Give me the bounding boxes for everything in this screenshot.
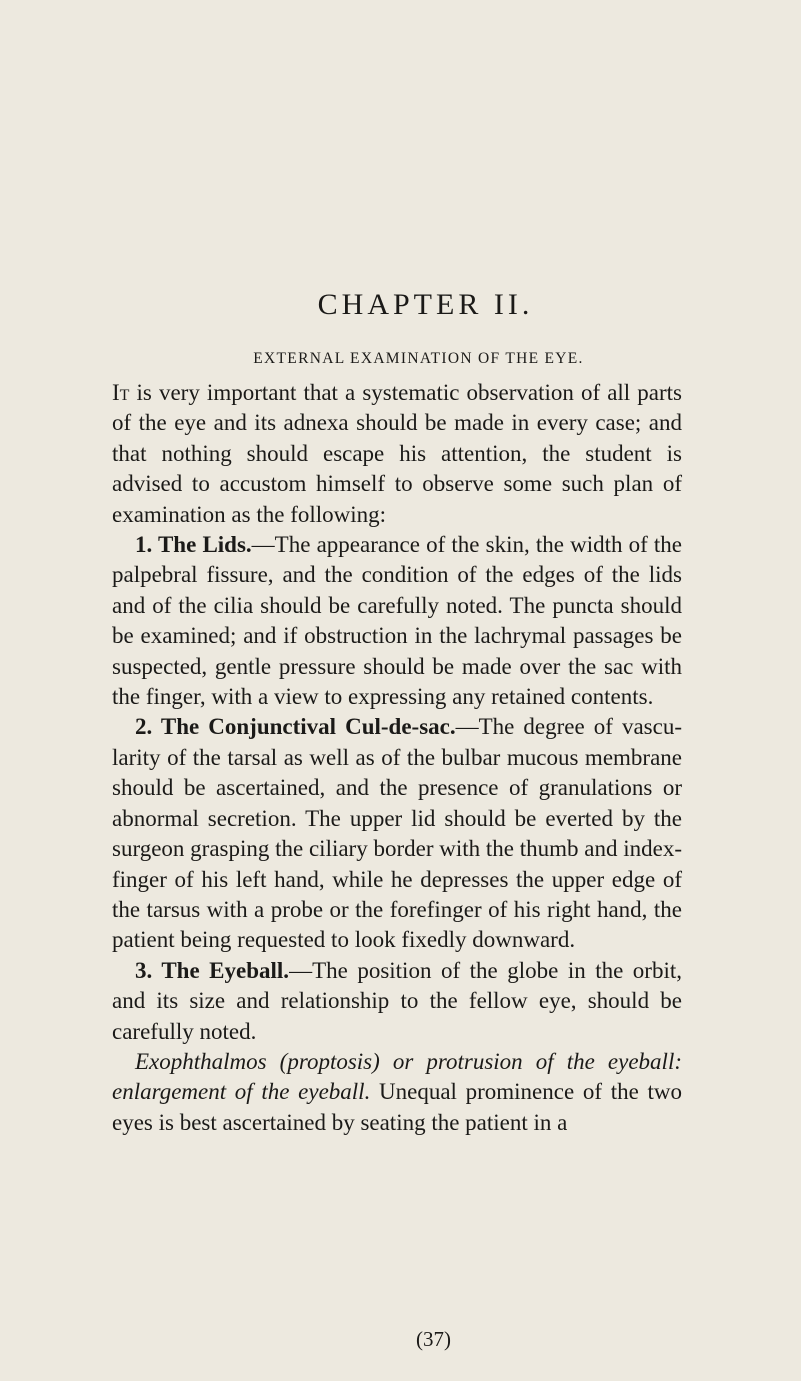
definition-paragraph (112, 1047, 682, 1138)
definition-text: Unequal prominence of the two eyes is best ascertained by seating the patient in a (112, 1079, 682, 1135)
item-heading: 1. The Lids. (135, 532, 252, 558)
item-text: —The appearance of the skin, the width of the palpebral fissure, and the condition of the edges of the lids and of the cilia should be carefully noted. The puncta should be examined; and if obstruction in the lachrymal passages be suspected, gentle pressure should be made over the sac with the finger, with a view to expressing any retained contents. (112, 532, 682, 710)
item-conjunctival-cul-de-sac (112, 712, 682, 955)
definition-term: Exophthalmos (proptosis) or protrusion of the eyeball: enlargement of the eyeball. (112, 1048, 682, 1105)
item-lids (112, 530, 682, 712)
lead-word: It (112, 380, 130, 405)
item-text: —The degree of vascularity of the tarsal as well as of the bulbar mucous membrane should be ascertained, and the presence of granulations or abnormal secretion. The upper lid should be everted by the surgeon grasping the ciliary border with the thumb and index-finger of his left hand, while he depresses the upper edge of the tarsus with a probe or the forefinger of his right hand, the patient being requested to look fixedly downward. (112, 714, 682, 953)
intro-text: is very important that a systematic observation of all parts of the eye and its adnexa should be made in every case; and that nothing should escape his attention, the student is advised to accustom himself to observe some such plan of examination as the following: (112, 380, 682, 527)
item-text: —The position of the globe in the orbit, and its size and relationship to the fellow eye, should be carefully noted. (112, 957, 683, 1044)
item-heading: 3. The Eyeball. (135, 957, 290, 983)
page-number: (37) (416, 1327, 451, 1351)
body-text (112, 378, 682, 1138)
chapter-title: CHAPTER II. (317, 288, 534, 321)
section-title: EXTERNAL EXAMINATION OF THE EYE. (253, 350, 584, 367)
item-eyeball (112, 956, 682, 1047)
intro-paragraph (112, 378, 682, 530)
item-heading: 2. The Conjunctival Cul-de-sac. (135, 714, 456, 740)
